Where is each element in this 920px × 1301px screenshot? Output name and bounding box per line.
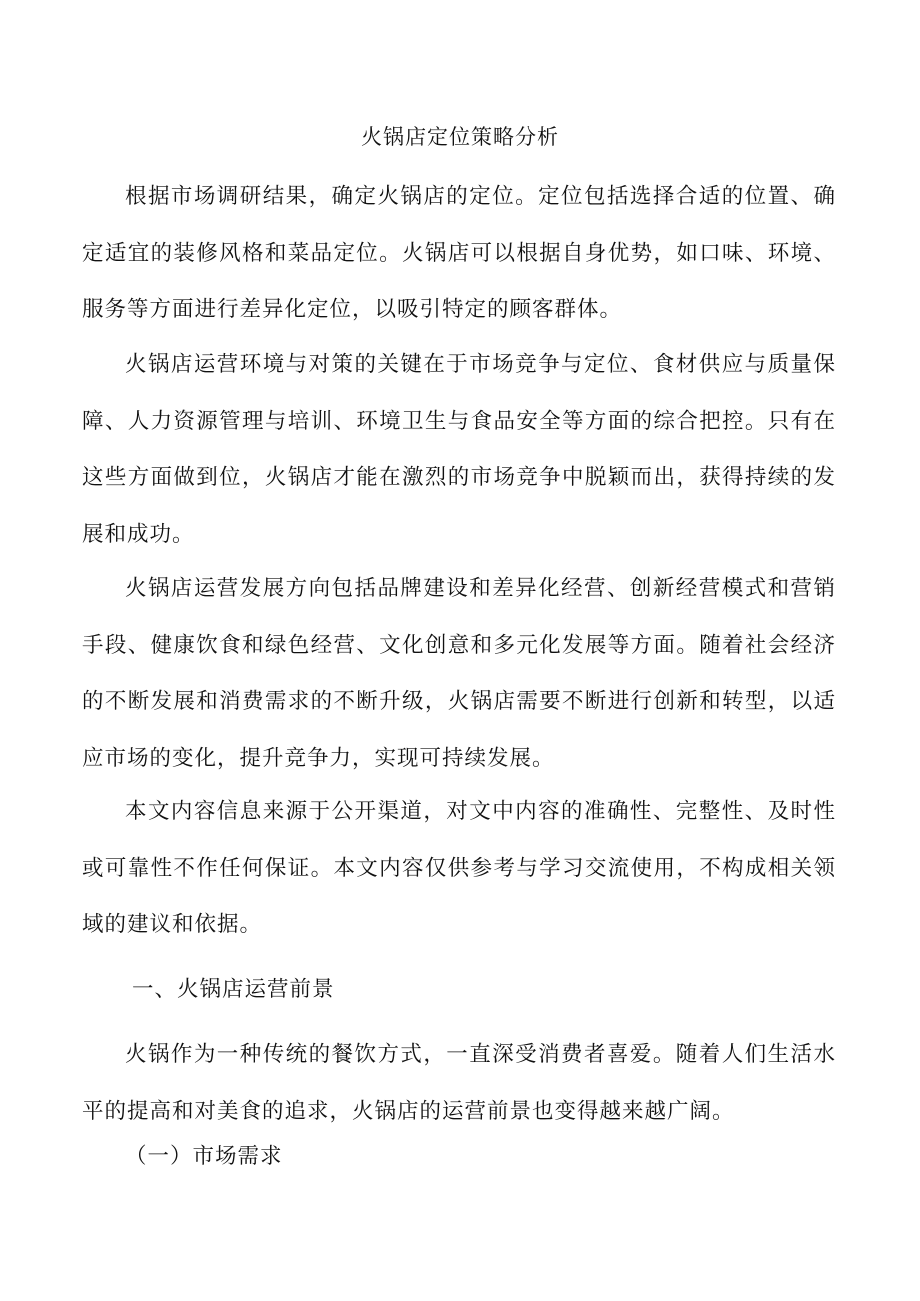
document-title: 火锅店定位策略分析 <box>361 125 559 149</box>
paragraph-environment: 火锅店运营环境与对策的关键在于市场竞争与定位、食材供应与质量保障、人力资源管理与培训、环境卫生与食品安全等方面的综合把控。只有在这些方面做到位，火锅店才能在激烈的市场竞争中脱颖而出，获得持续的发展和成功。 <box>82 352 836 547</box>
paragraph-disclaimer: 本文内容信息来源于公开渠道，对文中内容的准确性、完整性、及时性或可靠性不作任何保证。本文内容仅供参考与学习交流使用，不构成相关领域的建议和依据。 <box>82 799 836 937</box>
subsection-heading: （一）市场需求 <box>125 1144 283 1169</box>
paragraph-positioning: 根据市场调研结果，确定火锅店的定位。定位包括选择合适的位置、确定适宜的装修风格和菜品定位。火锅店可以根据自身优势，如口味、环境、服务等方面进行差异化定位，以吸引特定的顾客群体。 <box>82 184 836 322</box>
paragraph-development: 火锅店运营发展方向包括品牌建设和差异化经营、创新经营模式和营销手段、健康饮食和绿色经营、文化创意和多元化发展等方面。随着社会经济的不断发展和消费需求的不断升级，火锅店需要不断进行创新和转型，以适应市场的变化，提升竞争力，实现可持续发展。 <box>82 576 836 771</box>
paragraph-prospects: 火锅作为一种传统的餐饮方式，一直深受消费者喜爱。随着人们生活水平的提高和对美食的追求，火锅店的运营前景也变得越来越广阔。 <box>82 1042 836 1124</box>
section-heading: 一、火锅店运营前景 <box>132 977 335 1002</box>
